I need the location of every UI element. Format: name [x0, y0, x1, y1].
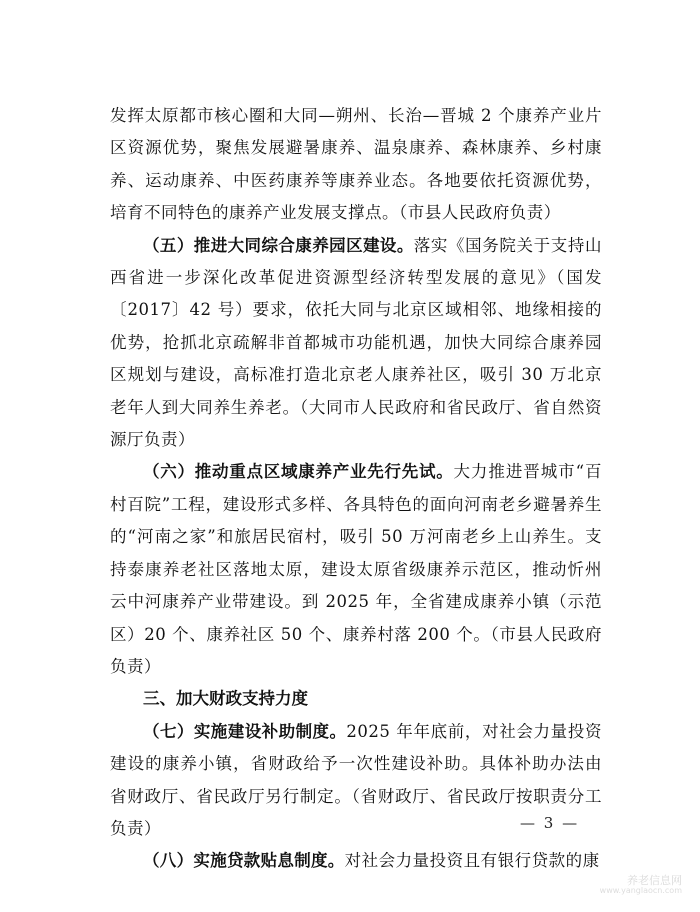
paragraph-2-text: 落实《国务院关于支持山西省进一步深化改革促进资源型经济转型发展的意见》（国发〔2017〕42 号）要求，依托大同与北京区域相邻、地缘相接的优势，抢抓北京疏解非首都城市功能机遇，加快大同综合康养园区规划与建设，高标准打造北京老人康养社区，吸引 30 万北京老年人到大同养生养老。（大同市人民政府和省民政厅、省自然资源厅负责） [110, 235, 602, 450]
watermark-subtext: www.yanglaocn.com [599, 886, 682, 895]
document-body [110, 100, 602, 878]
paragraph-2 [110, 230, 602, 457]
paragraph-1 [110, 100, 602, 230]
paragraph-3-lead: （六）推动重点区域康养产业先行先试。 [143, 462, 454, 482]
watermark-logo [599, 870, 682, 900]
section-heading: 三、加大财政支持力度 [143, 689, 308, 709]
paragraph-5 [110, 845, 602, 877]
paragraph-3-text: 大力推进晋城市“百村百院”工程，建设形式多样、各具特色的面向河南老乡避暑养生的“河南之家”和旅居民宿村，吸引 50 万河南老乡上山养生。支持泰康养老社区落地太原，建设太原省级康养示范区，推动忻州云中河康养产业带建设。到 2025 年，全省建成康养小镇（示范区）20 个、康养社区 50 个、康养村落 200 个。（市县人民政府负责） [110, 462, 603, 676]
paragraph-2-lead: （五）推进大同综合康养园区建设。 [143, 235, 414, 255]
paragraph-5-lead: （八）实施贷款贴息制度。 [143, 851, 345, 871]
watermark-text: 养老信息网 [627, 874, 682, 887]
paragraph-3 [110, 456, 602, 683]
page-number: — 3 — [520, 814, 580, 832]
paragraph-5-text: 对社会力量投资且有银行贷款的康 [344, 851, 600, 871]
paragraph-1-text: 发挥太原都市核心圈和大同—朔州、长治—晋城 2 个康养产业片区资源优势，聚焦发展避暑康养、温泉康养、森林康养、乡村康养、运动康养、中医药康养等康养业态。各地要依托资源优势，培育不同特色的康养产业发展支撑点。（市县人民政府负责） [110, 106, 602, 223]
paragraph-4-lead: （七）实施建设补助制度。 [143, 721, 347, 741]
paragraph-4-text: 2025 年年底前，对社会力量投资建设的康养小镇，省财政给予一次性建设补助。具体补助办法由省财政厅、省民政厅另行制定。（省财政厅、省民政厅按职责分工负责） [110, 721, 602, 838]
